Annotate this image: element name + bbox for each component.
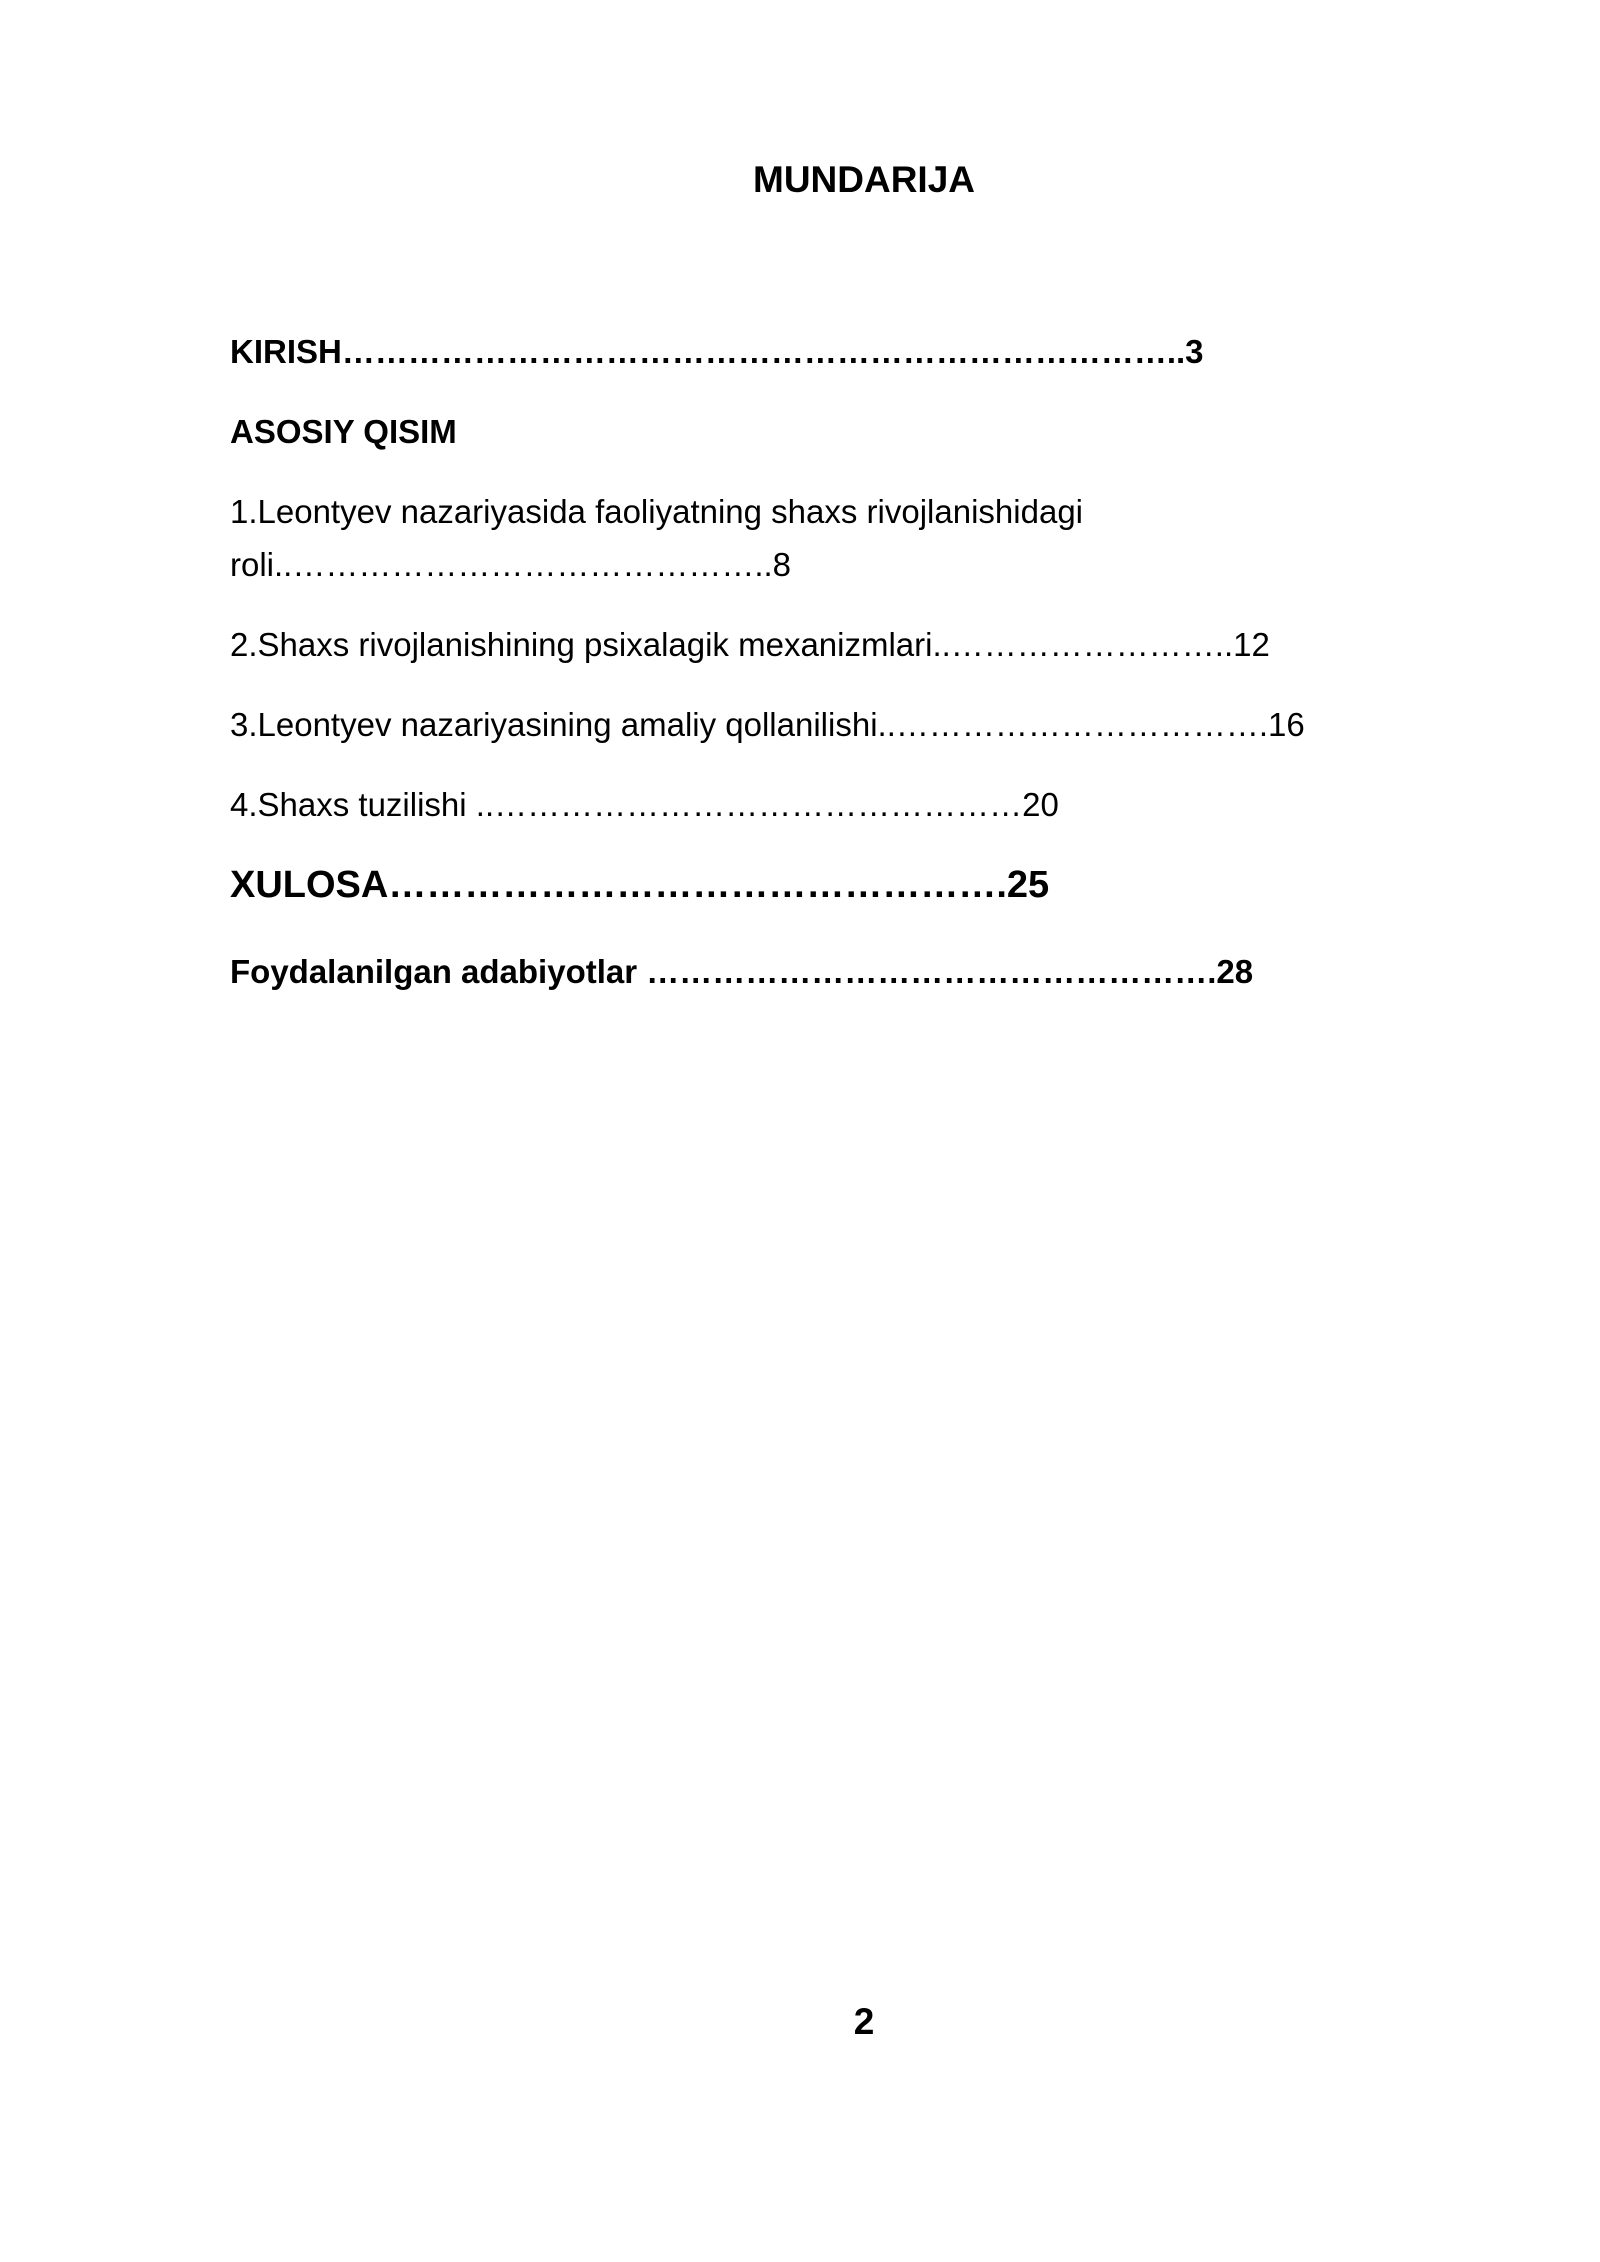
toc-entry-1-line-1: 1.Leontyev nazariyasida faoliyatning shaxs rivojlanishidagi: [230, 493, 1084, 530]
page-number: 2: [853, 2001, 875, 2042]
page-title: MUNDARIJA: [753, 159, 975, 200]
toc-entry-kirish: KIRISH…………………………………………………………………..3: [230, 333, 1204, 370]
toc-entry-2: 2.Shaxs rivojlanishining psixalagik mexanizmlari..……………………..12: [230, 626, 1270, 663]
toc-entry-adabiyotlar: Foydalanilgan adabiyotlar …………………………………………….28: [230, 953, 1254, 990]
toc-entry-1-line-2: roli..……………………………………..8: [230, 546, 792, 583]
toc-entry-xulosa: XULOSA………………………………………….25: [230, 864, 1050, 906]
toc-entry-3: 3.Leontyev nazariyasining amaliy qollanilishi..…………………………….16: [230, 706, 1305, 743]
toc-entry-4: 4.Shaxs tuzilishi ..…………………………………………20: [230, 786, 1059, 823]
toc-section-asosiy-qisim: ASOSIY QISIM: [230, 413, 457, 450]
